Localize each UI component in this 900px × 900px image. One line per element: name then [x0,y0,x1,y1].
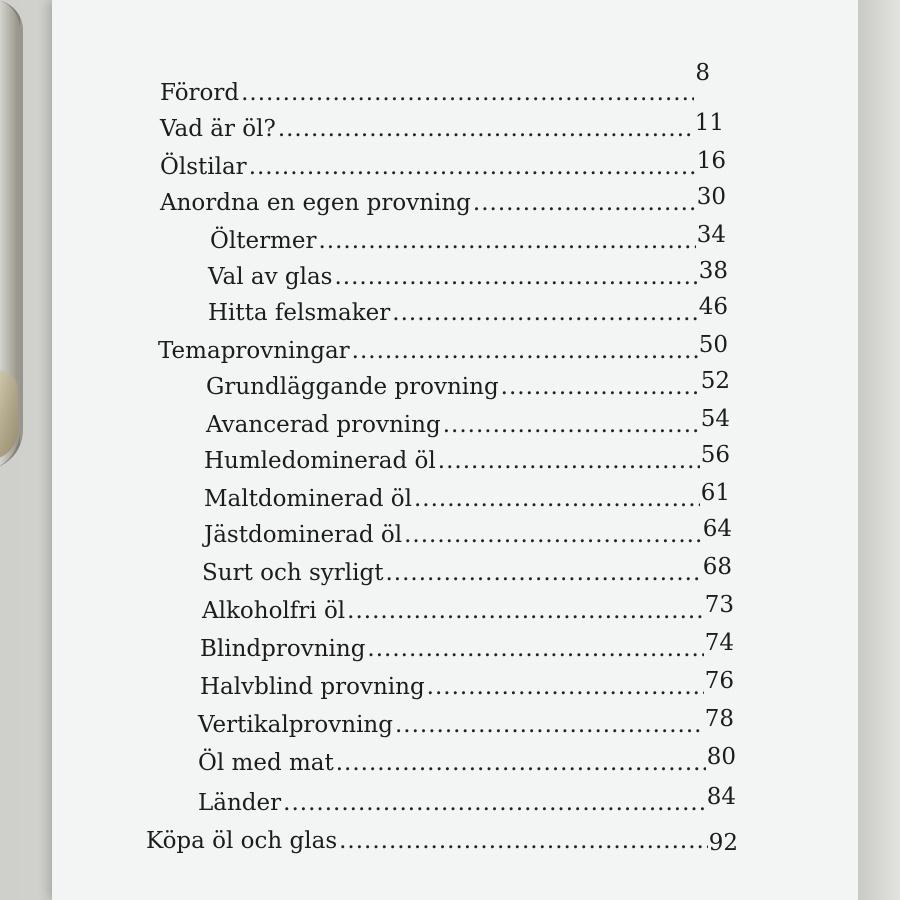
toc-entry-title: Grundläggande provning [206,374,499,400]
toc-leader-dots [367,634,703,664]
toc-entry [160,60,710,108]
toc-entry-page: 8 [695,60,710,86]
toc-leader-dots [427,672,704,702]
toc-entry-title: Humledominerad öl [204,448,436,474]
toc-entry-page: 34 [696,222,726,248]
toc-entry [204,480,730,514]
toc-entry-page: 64 [702,516,732,542]
toc-entry-page: 76 [704,668,734,694]
toc-entry-page: 56 [700,442,730,468]
toc-leader-dots [335,262,698,292]
toc-leader-dots [414,484,700,514]
toc-entry-title: Jästdominerad öl [204,522,403,548]
toc-entry-title: Förord [160,80,240,106]
toc-leader-dots [339,826,708,856]
toc-leader-dots [283,788,706,818]
toc-entry-title: Alkoholfri öl [202,598,346,624]
toc-entry-page: 73 [704,592,734,618]
toc-leader-dots [318,226,695,256]
toc-entry [146,826,738,856]
toc-entry-page: 30 [696,184,726,210]
toc-entry-title: Temaprovningar [158,338,350,364]
toc-entry [160,184,726,218]
toc-leader-dots [438,446,700,476]
toc-entry [200,668,734,702]
toc-entry [206,368,730,402]
toc-leader-dots [473,188,696,218]
toc-entry-title: Öltermer [210,228,317,254]
toc-entry [202,592,734,626]
toc-entry-title: Öl med mat [198,750,334,776]
toc-leader-dots [395,710,704,740]
toc-entry-title: Blindprovning [200,636,366,662]
toc-entry-title: Hitta felsmaker [208,300,391,326]
toc-leader-dots [404,520,702,550]
toc-leader-dots [241,78,694,108]
toc-entry-title: Surt och syrligt [202,560,384,586]
toc-entry-page: 74 [704,630,734,656]
toc-entry-page: 68 [702,554,732,580]
toc-entry-title: Maltdominerad öl [204,486,412,512]
toc-entry-title: Köpa öl och glas [146,828,338,854]
toc-leader-dots [501,372,700,402]
toc-leader-dots [385,558,701,588]
toc-leader-dots [347,596,704,626]
toc-entry-page: 50 [698,332,728,358]
toc-entry [198,784,736,818]
toc-entry-title: Länder [198,790,282,816]
toc-entry [198,706,734,740]
toc-entry-title: Ölstilar [160,154,247,180]
toc-entry-page: 84 [706,784,736,810]
toc-entry [160,110,724,144]
toc-entry [160,148,726,182]
toc-leader-dots [278,114,694,144]
toc-entry-page: 46 [698,294,728,320]
toc-leader-dots [336,748,706,778]
toc-entry [208,294,728,328]
toc-leader-dots [249,152,696,182]
toc-entry-title: Halvblind provning [200,674,425,700]
toc-entry [204,442,730,476]
toc-entry-page: 54 [700,406,730,432]
toc-entry-page: 11 [694,110,724,136]
toc-entry [198,744,736,778]
toc-entry-page: 61 [700,480,730,506]
toc-entry [200,630,734,664]
toc-entry-page: 38 [698,258,728,284]
toc-entry-page: 80 [706,744,736,770]
toc-entry-page: 16 [696,148,726,174]
toc-entry [158,332,728,366]
toc-entry-page: 52 [700,368,730,394]
toc-leader-dots [392,298,697,328]
toc-leader-dots [443,410,700,440]
toc-entry [210,222,726,256]
toc-entry [202,554,732,588]
toc-entry-page: 78 [704,706,734,732]
toc-entry-title: Vertikalprovning [198,712,393,738]
toc-entry [204,516,732,550]
toc-entry-title: Val av glas [208,264,333,290]
toc-entry [208,258,728,292]
toc-leader-dots [352,336,698,366]
toc-entry-page: 92 [708,830,738,856]
toc-entry-title: Avancerad provning [206,412,441,438]
toc-entry [206,406,730,440]
toc-entry-title: Vad är öl? [160,116,276,142]
toc-entry-title: Anordna en egen provning [160,190,471,216]
